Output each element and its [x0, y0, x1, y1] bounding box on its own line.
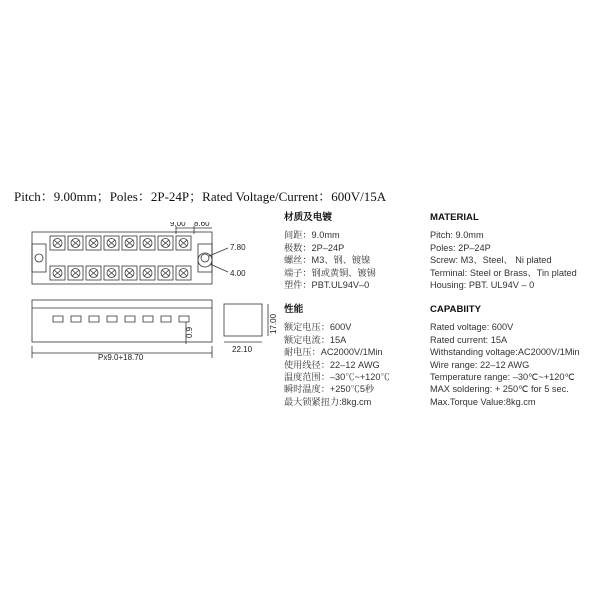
- terminal-block-drawing: [28, 222, 278, 362]
- en-capability-line: MAX soldering: + 250℃ for 5 sec.: [430, 384, 569, 395]
- cn-material-line: 极数：2P–24P: [284, 242, 345, 253]
- en-material-line: Screw: M3、Steel、 Ni plated: [430, 255, 552, 266]
- cn-capability-line: 瞬时温度：+250℃5秒: [284, 384, 375, 395]
- dim-side-height: 17.00: [269, 313, 278, 334]
- right-end-cap: [198, 244, 212, 272]
- cn-capability-heading: 性能: [284, 304, 304, 315]
- en-capability-heading: CAPABIITY: [430, 304, 481, 315]
- page-headline: Pitch：9.00mm；Poles：2P-24P；Rated Voltage/Current：600V/15A: [14, 189, 387, 204]
- cn-material-line: 间距：9.0mm: [284, 230, 340, 241]
- bottom-screw-row: [50, 266, 191, 280]
- mount-hole-detail: [198, 253, 212, 267]
- en-material-section: [430, 212, 577, 291]
- en-material-line: Poles: 2P–24P: [430, 242, 491, 253]
- en-capability-line: Wire range: 22–12 AWG: [430, 359, 530, 370]
- cn-capability-line: 温度范围：–30℃~+120℃: [284, 372, 390, 383]
- en-capability-line: Rated voltage: 600V: [430, 322, 514, 333]
- left-mount-hole: [35, 254, 43, 262]
- dim-side-width: 22.10: [232, 345, 253, 354]
- left-end-cap: [32, 244, 46, 272]
- en-capability-line: Temperature range: –30℃~+120℃: [430, 372, 575, 383]
- dim-height-small: 0.9: [185, 326, 194, 338]
- en-material-heading: MATERIAL: [430, 212, 479, 223]
- cn-material-line: 螺丝：M3、钢、镀镍: [284, 255, 371, 266]
- cn-capability-line: 额定电流：15A: [284, 334, 347, 345]
- front-contact-row: [53, 316, 189, 322]
- dim-hole-inner: 4.00: [230, 269, 246, 278]
- cn-material-heading: 材质及电镀: [284, 212, 332, 223]
- cn-capability-line: 最大锁紧扭力:8kg.cm: [284, 396, 372, 407]
- dim-length: Px9.0+18.70: [98, 353, 144, 362]
- side-view-outline: [224, 304, 262, 336]
- right-mount-hole: [201, 254, 209, 262]
- en-capability-line: Max.Torque Value:8kg.cm: [430, 396, 536, 407]
- cn-material-line: 端子：钢或黄铜、镀锡: [284, 267, 376, 278]
- cn-capability-line: 耐电压：AC2000V/1Min: [284, 347, 383, 358]
- cn-material-line: 塑件：PBT.UL94V–0: [284, 280, 370, 291]
- en-capability-line: Withstanding voltage:AC2000V/1Min: [430, 347, 580, 358]
- en-capability-section: [430, 304, 580, 408]
- dim-width: 8.60: [194, 222, 210, 228]
- en-material-line: Pitch: 9.0mm: [430, 230, 484, 241]
- en-capability-line: Rated current: 15A: [430, 334, 508, 345]
- dim-hole-outer: 7.80: [230, 243, 246, 252]
- cn-capability-section: [284, 304, 390, 408]
- cn-capability-line: 使用线径：22–12 AWG: [284, 359, 380, 370]
- cn-material-section: [284, 212, 376, 291]
- top-screw-row: [50, 236, 191, 250]
- dim-pitch: 9.00: [170, 222, 186, 228]
- en-material-line: Housing: PBT. UL94V – 0: [430, 280, 535, 291]
- en-material-line: Terminal: Steel or Brass、Tin plated: [430, 267, 577, 278]
- cn-capability-line: 额定电压：600V: [284, 322, 352, 333]
